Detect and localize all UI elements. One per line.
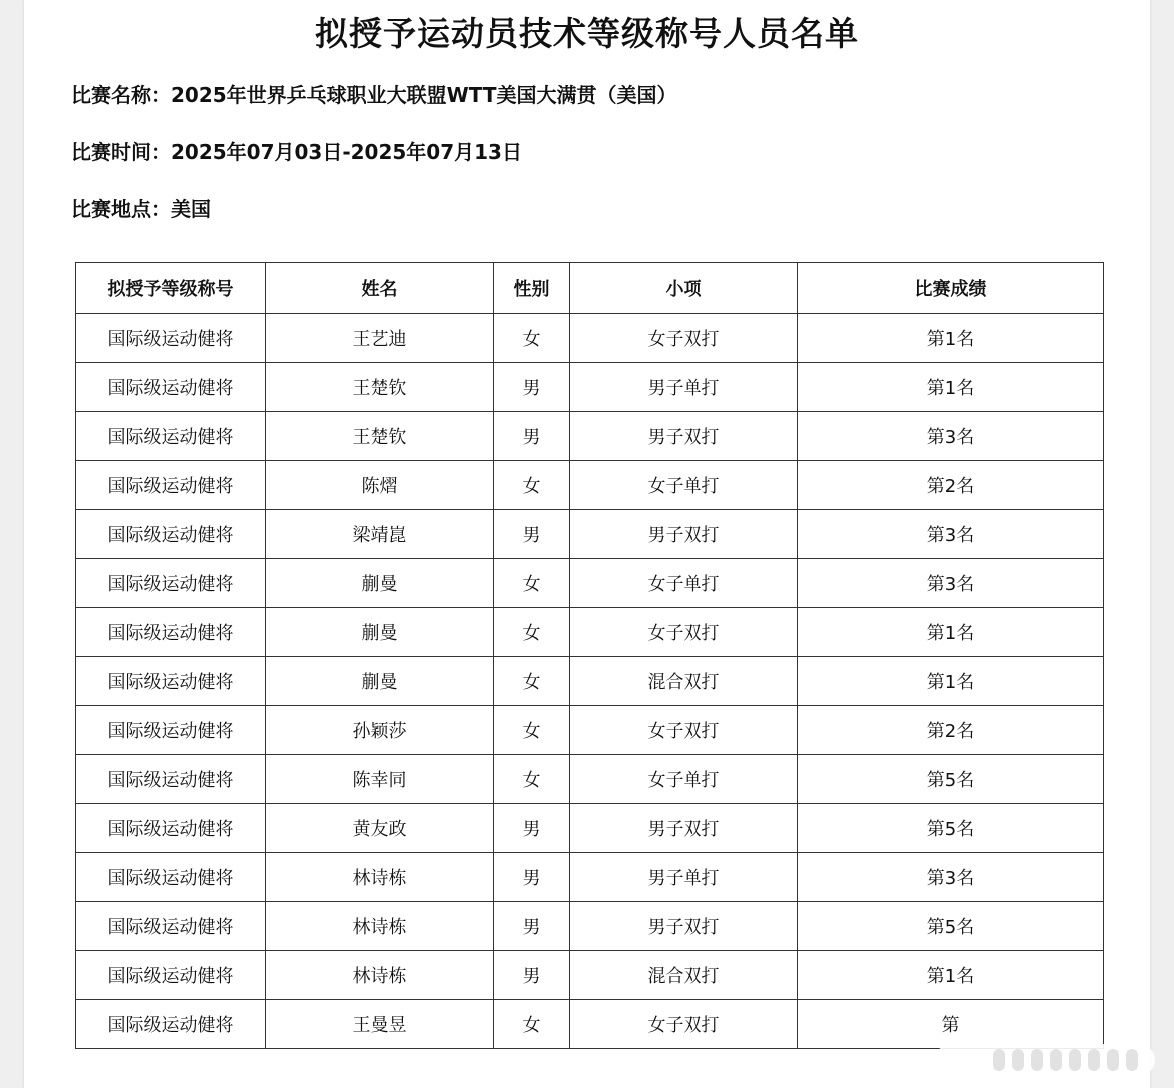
cell-gender: 男: [494, 951, 570, 1000]
cell-title-grade: 国际级运动健将: [76, 363, 266, 412]
cell-result: 第2名: [798, 461, 1104, 510]
cell-title-grade: 国际级运动健将: [76, 608, 266, 657]
cell-gender: 女: [494, 657, 570, 706]
cell-name: 林诗栋: [266, 951, 494, 1000]
cell-title-grade: 国际级运动健将: [76, 853, 266, 902]
document-page: [24, 0, 1150, 1088]
table-row: [76, 951, 1104, 1000]
cell-gender: 女: [494, 314, 570, 363]
cell-title-grade: 国际级运动健将: [76, 412, 266, 461]
cell-title-grade: 国际级运动健将: [76, 804, 266, 853]
table-row: [76, 657, 1104, 706]
cell-name: 梁靖崑: [266, 510, 494, 559]
cell-result: 第: [798, 1000, 1104, 1049]
cell-event: 混合双打: [570, 951, 798, 1000]
cell-name: 王曼昱: [266, 1000, 494, 1049]
table-row: [76, 1000, 1104, 1049]
competition-place-value: 美国: [171, 197, 211, 221]
cell-gender: 男: [494, 510, 570, 559]
cell-gender: 女: [494, 559, 570, 608]
cell-title-grade: 国际级运动健将: [76, 510, 266, 559]
cell-result: 第3名: [798, 853, 1104, 902]
table-row: [76, 510, 1104, 559]
competition-time-label: 比赛时间：: [71, 140, 171, 164]
competition-time: [71, 137, 522, 167]
cell-event: 女子双打: [570, 706, 798, 755]
cell-event: 男子双打: [570, 804, 798, 853]
header-name: 姓名: [266, 263, 494, 314]
cell-gender: 男: [494, 853, 570, 902]
table-row: [76, 559, 1104, 608]
cell-result: 第1名: [798, 657, 1104, 706]
table-body: [76, 314, 1104, 1049]
cell-event: 女子双打: [570, 608, 798, 657]
cell-gender: 女: [494, 608, 570, 657]
cell-result: 第1名: [798, 363, 1104, 412]
table-header-row: [76, 263, 1104, 314]
table-row: [76, 412, 1104, 461]
cell-event: 女子单打: [570, 461, 798, 510]
cell-gender: 男: [494, 363, 570, 412]
cell-title-grade: 国际级运动健将: [76, 461, 266, 510]
competition-name: [71, 80, 676, 110]
cell-title-grade: 国际级运动健将: [76, 559, 266, 608]
cell-result: 第1名: [798, 951, 1104, 1000]
cell-gender: 女: [494, 1000, 570, 1049]
competition-name-value: 2025年世界乒乓球职业大联盟WTT美国大满贯（美国）: [171, 83, 677, 107]
table-row: [76, 853, 1104, 902]
cell-name: 王艺迪: [266, 314, 494, 363]
cell-result: 第2名: [798, 706, 1104, 755]
cell-result: 第5名: [798, 902, 1104, 951]
cell-name: 王楚钦: [266, 412, 494, 461]
competition-name-label: 比赛名称：: [71, 83, 171, 107]
scroll-indicator[interactable]: [935, 1044, 1155, 1076]
cell-event: 男子双打: [570, 510, 798, 559]
cell-name: 蒯曼: [266, 608, 494, 657]
cell-result: 第5名: [798, 804, 1104, 853]
table-row: [76, 461, 1104, 510]
competition-place-label: 比赛地点：: [71, 197, 171, 221]
scroll-dot: [1126, 1049, 1138, 1071]
scroll-dot: [1088, 1049, 1100, 1071]
cell-event: 男子双打: [570, 412, 798, 461]
table-row: [76, 902, 1104, 951]
scroll-dot: [1012, 1049, 1024, 1071]
cell-name: 陈幸同: [266, 755, 494, 804]
cell-result: 第3名: [798, 559, 1104, 608]
header-event: 小项: [570, 263, 798, 314]
cell-name: 孙颖莎: [266, 706, 494, 755]
header-result: 比赛成绩: [798, 263, 1104, 314]
table-row: [76, 804, 1104, 853]
scroll-dot: [1107, 1049, 1119, 1071]
cell-name: 林诗栋: [266, 853, 494, 902]
header-title-grade: 拟授予等级称号: [76, 263, 266, 314]
scroll-dot: [993, 1049, 1005, 1071]
cell-title-grade: 国际级运动健将: [76, 314, 266, 363]
cell-title-grade: 国际级运动健将: [76, 755, 266, 804]
cell-name: 蒯曼: [266, 559, 494, 608]
header-gender: 性别: [494, 263, 570, 314]
cell-title-grade: 国际级运动健将: [76, 706, 266, 755]
cell-name: 王楚钦: [266, 363, 494, 412]
scroll-dot: [1069, 1049, 1081, 1071]
cell-result: 第5名: [798, 755, 1104, 804]
cell-name: 黄友政: [266, 804, 494, 853]
table-row: [76, 706, 1104, 755]
cell-title-grade: 国际级运动健将: [76, 1000, 266, 1049]
table-row: [76, 755, 1104, 804]
page-title: 拟授予运动员技术等级称号人员名单: [315, 14, 859, 53]
cell-event: 女子单打: [570, 559, 798, 608]
cell-result: 第1名: [798, 314, 1104, 363]
cell-gender: 男: [494, 804, 570, 853]
cell-name: 蒯曼: [266, 657, 494, 706]
scroll-dot: [1050, 1049, 1062, 1071]
table-row: [76, 363, 1104, 412]
cell-title-grade: 国际级运动健将: [76, 902, 266, 951]
table-row: [76, 314, 1104, 363]
cell-result: 第1名: [798, 608, 1104, 657]
cell-event: 男子单打: [570, 853, 798, 902]
cell-gender: 女: [494, 706, 570, 755]
cell-title-grade: 国际级运动健将: [76, 951, 266, 1000]
cell-gender: 女: [494, 461, 570, 510]
cell-event: 男子单打: [570, 363, 798, 412]
cell-gender: 女: [494, 755, 570, 804]
scroll-dot: [1031, 1049, 1043, 1071]
athlete-table: [75, 262, 1104, 1049]
cell-gender: 男: [494, 412, 570, 461]
competition-place: [71, 194, 211, 224]
table-row: [76, 608, 1104, 657]
cell-result: 第3名: [798, 412, 1104, 461]
cell-gender: 男: [494, 902, 570, 951]
cell-name: 林诗栋: [266, 902, 494, 951]
cell-result: 第3名: [798, 510, 1104, 559]
competition-time-value: 2025年07月03日-2025年07月13日: [171, 140, 522, 164]
cell-event: 女子单打: [570, 755, 798, 804]
cell-event: 男子双打: [570, 902, 798, 951]
cell-event: 女子双打: [570, 1000, 798, 1049]
cell-event: 混合双打: [570, 657, 798, 706]
cell-event: 女子双打: [570, 314, 798, 363]
cell-title-grade: 国际级运动健将: [76, 657, 266, 706]
cell-name: 陈熠: [266, 461, 494, 510]
